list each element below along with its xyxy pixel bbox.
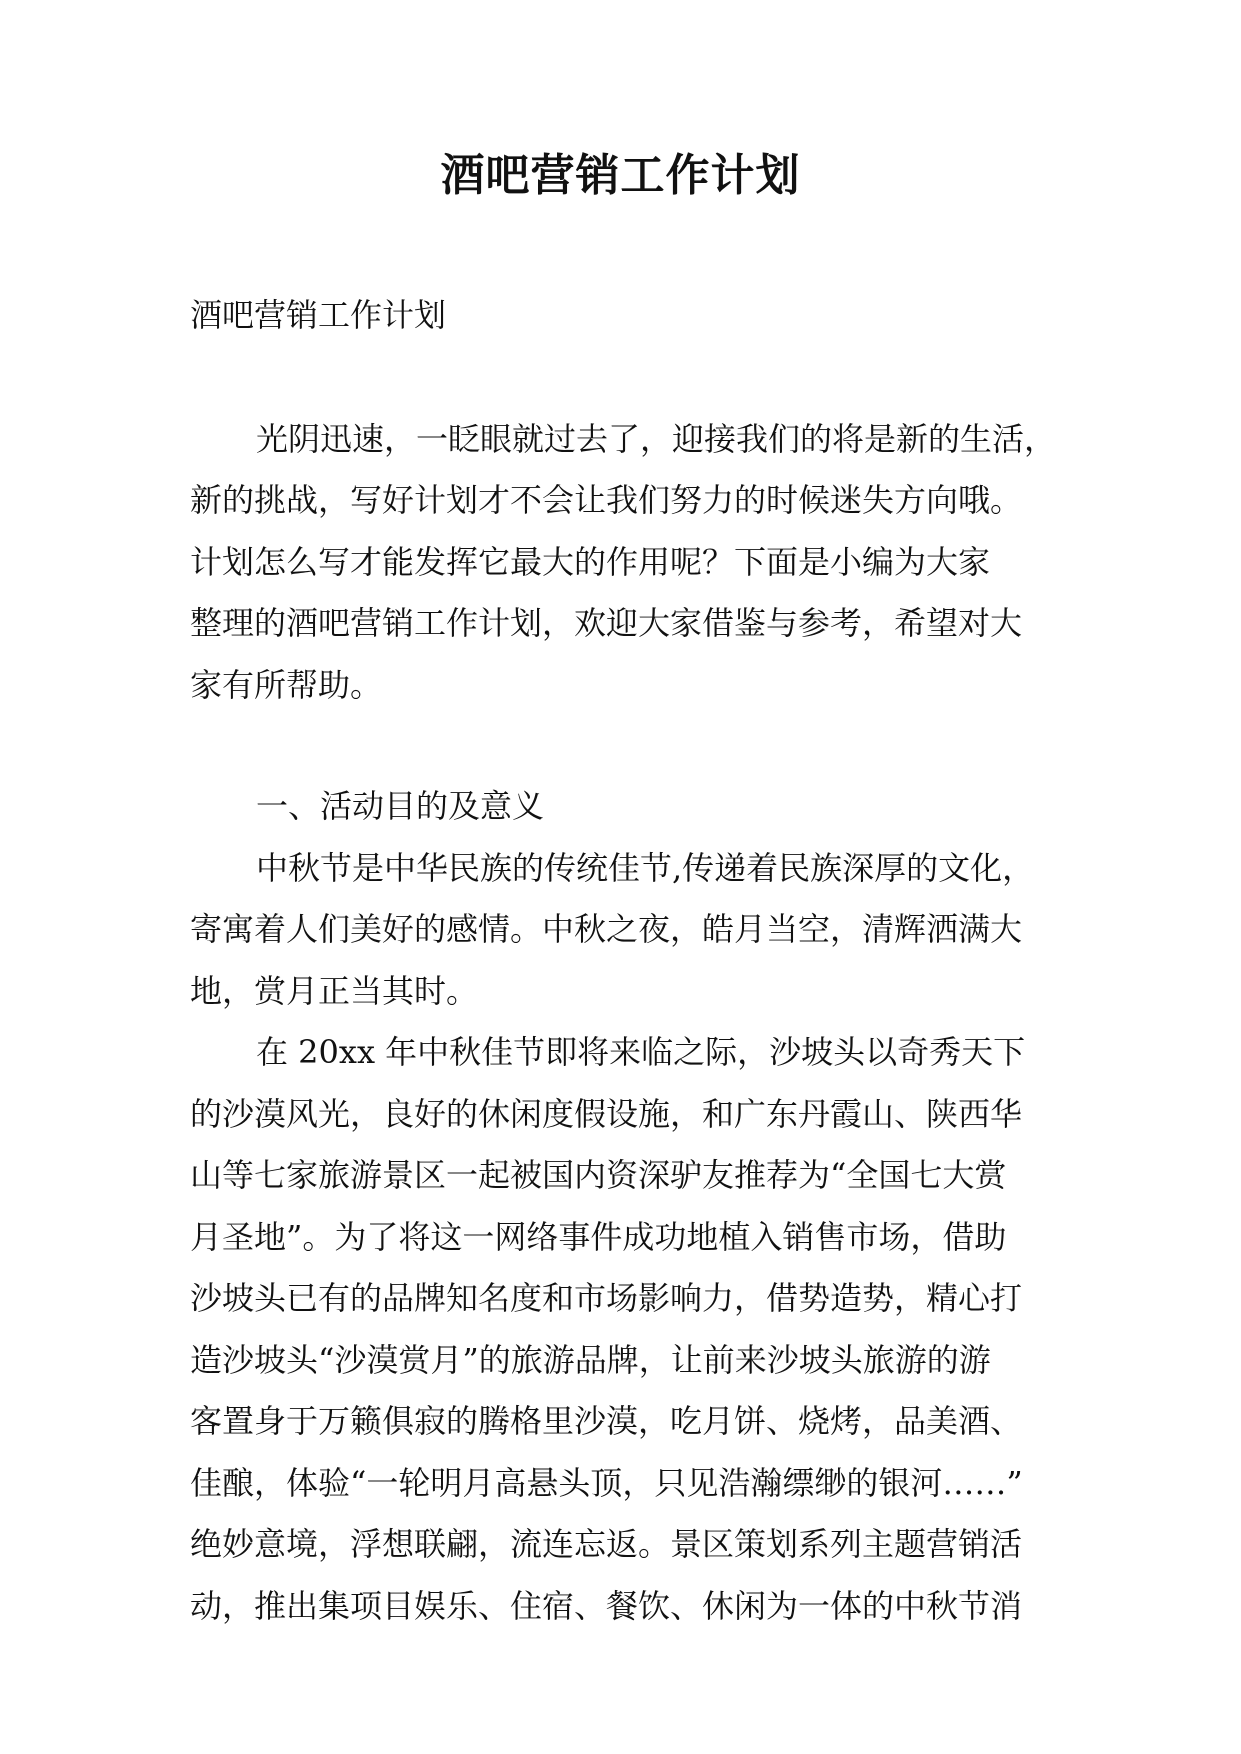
paragraph-line: 的沙漠风光，良好的休闲度假设施，和广东丹霞山、陕西华: [190, 1094, 1023, 1133]
paragraph-line: 绝妙意境，浮想联翩，流连忘返。景区策划系列主题营销活: [190, 1525, 1023, 1563]
document-subtitle: 酒吧营销工作计划: [190, 296, 447, 334]
paragraph-line: 山等七家旅游景区一起被国内资深驴友推荐为“全国七大赏: [190, 1156, 1007, 1194]
paragraph-line: 地，赏月正当其时。: [190, 971, 479, 1010]
paragraph-line: 在 20xx 年中秋佳节即将来临之际，沙坡头以奇秀天下: [256, 1033, 1026, 1071]
intro-line: 整理的酒吧营销工作计划，欢迎大家借鉴与参考，希望对大: [190, 604, 1023, 642]
paragraph-line: 寄寓着人们美好的感情。中秋之夜，皓月当空，清辉洒满大: [190, 910, 1023, 948]
intro-line: 计划怎么写才能发挥它最大的作用呢？下面是小编为大家: [190, 542, 991, 581]
document-title: 酒吧营销工作计划: [440, 150, 801, 201]
intro-line: 新的挑战，写好计划才不会让我们努力的时候迷失方向哦。: [190, 481, 1023, 519]
paragraph-line: 中秋节是中华民族的传统佳节,传递着民族深厚的文化，: [256, 848, 1035, 887]
paragraph-line: 沙坡头已有的品牌知名度和市场影响力，借势造势，精心打: [190, 1279, 1023, 1317]
document-body: [190, 285, 1070, 1637]
section-heading: 一、活动目的及意义: [256, 787, 545, 825]
paragraph-line: 佳酿，体验“一轮明月高悬头顶，只见浩瀚缥缈的银河……”: [190, 1463, 1023, 1502]
intro-line: 光阴迅速，一眨眼就过去了，迎接我们的将是新的生活，: [256, 419, 1057, 458]
paragraph-mid-autumn: [190, 838, 1070, 1023]
paragraph-line: 动，推出集项目娱乐、住宿、餐饮、休闲为一体的中秋节消: [190, 1586, 1023, 1625]
intro-paragraph: [190, 409, 1070, 717]
paragraph-shapotou: [190, 1022, 1070, 1637]
paragraph-line: 客置身于万籁俱寂的腾格里沙漠，吃月饼、烧烤，品美酒、: [190, 1402, 1023, 1440]
intro-line: 家有所帮助。: [190, 665, 383, 704]
paragraph-line: 造沙坡头“沙漠赏月”的旅游品牌，让前来沙坡头旅游的游: [190, 1340, 991, 1379]
paragraph-line: 月圣地”。为了将这一网络事件成功地植入销售市场，借助: [190, 1217, 1007, 1256]
